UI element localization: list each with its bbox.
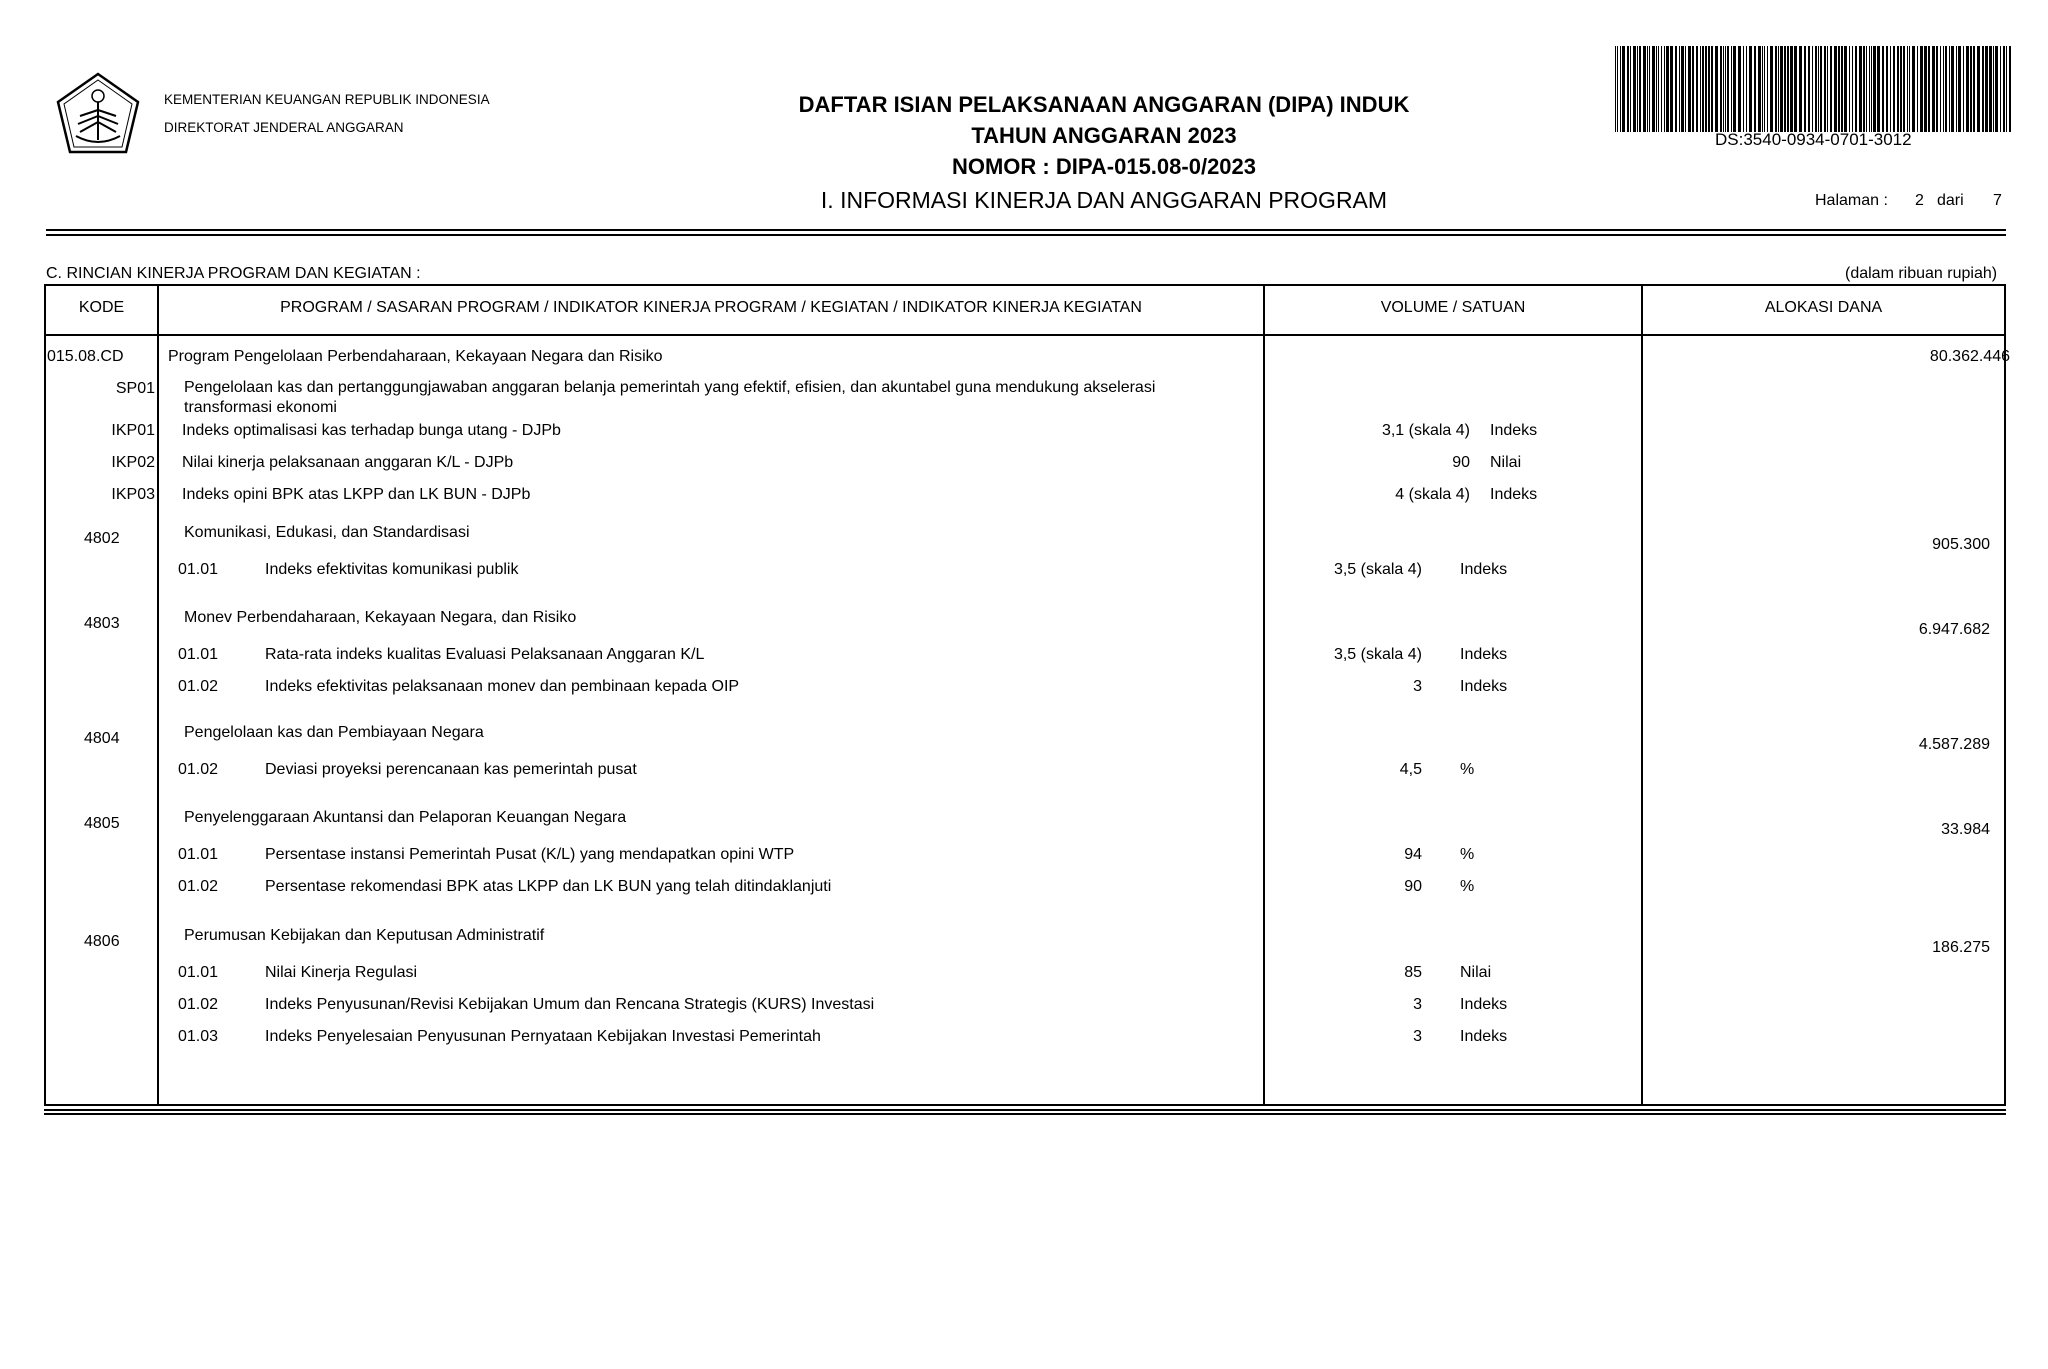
ikk-code: 01.02 (178, 678, 219, 695)
barcode-bar (1617, 46, 1618, 132)
header-divider-top (46, 229, 2006, 231)
kegiatan-code: 4805 (84, 815, 120, 832)
barcode-bar (1873, 46, 1876, 132)
ikk-volume: 85 (1404, 964, 1422, 981)
ikk-unit: Indeks (1460, 561, 1508, 578)
ikk-text: Indeks Penyusunan/Revisi Kebijakan Umum dan Rencana Strategis (KURS) Investasi (265, 996, 875, 1013)
ikk-text: Persentase instansi Pemerintah Pusat (K/L) yang mendapatkan opini WTP (265, 846, 795, 863)
barcode-bar (1818, 46, 1819, 132)
ikk-code: 01.01 (178, 846, 219, 863)
barcode-bar (1767, 46, 1768, 132)
barcode-bar (1970, 46, 1972, 132)
barcode-bar (1685, 46, 1686, 132)
barcode-bar (1715, 46, 1718, 132)
kegiatan-name: Komunikasi, Edukasi, dan Standardisasi (184, 524, 470, 541)
barcode-bar (1882, 46, 1884, 132)
ikk-unit: Indeks (1460, 678, 1508, 695)
barcode-bar (1951, 46, 1954, 132)
kegiatan-amount: 33.984 (1941, 821, 1990, 838)
barcode-bar (1863, 46, 1865, 132)
kegiatan-amount: 186.275 (1932, 939, 1990, 956)
barcode-bar (1982, 46, 1984, 132)
barcode-bar (1917, 46, 1918, 132)
ikk-text: Deviasi proyeksi perencanaan kas pemerintah pusat (265, 761, 637, 778)
ikk-code: 01.01 (178, 561, 219, 578)
ikk-code: 01.01 (178, 646, 219, 663)
barcode-bar (1652, 46, 1655, 132)
ikk-text: Indeks efektivitas komunikasi publik (265, 561, 519, 578)
ikk-volume: 3,5 (skala 4) (1333, 646, 1422, 663)
col-header-program: PROGRAM / SASARAN PROGRAM / INDIKATOR KINERJA PROGRAM / KEGIATAN / INDIKATOR KINERJA KEGIATAN (280, 299, 1142, 316)
barcode-bar (1855, 46, 1857, 132)
ikk-volume: 3 (1413, 678, 1422, 695)
barcode-bar (1897, 46, 1899, 132)
barcode-bar (1890, 46, 1891, 132)
barcode-bar (1958, 46, 1961, 132)
barcode-bar (1725, 46, 1726, 132)
barcode-bar (1834, 46, 1837, 132)
kegiatan-name: Penyelenggaraan Akuntansi dan Pelaporan Keuangan Negara (184, 809, 627, 826)
barcode-bar (1664, 46, 1665, 132)
barcode-bar (1838, 46, 1840, 132)
program-amount: 80.362.446 (1929, 348, 2010, 365)
col-header-volume: VOLUME / SATUAN (1380, 299, 1526, 316)
ikk-unit: % (1460, 761, 1475, 778)
barcode-bar (1949, 46, 1950, 132)
kegiatan-code: 4804 (84, 730, 120, 747)
barcode-bar (1820, 46, 1822, 132)
page-label: Halaman : (1815, 192, 1888, 209)
barcode-bar (1903, 46, 1905, 132)
barcode-bar (1705, 46, 1707, 132)
ikk-volume: 4,5 (1399, 761, 1422, 778)
ikk-unit: Indeks (1460, 646, 1508, 663)
section-title: I. INFORMASI KINERJA DAN ANGGARAN PROGRAM (820, 187, 1388, 213)
ikk-unit: Indeks (1460, 1028, 1508, 1045)
ikp-code: IKP01 (111, 422, 155, 439)
barcode-bar (1778, 46, 1779, 132)
page-current: 2 (1915, 192, 1924, 209)
ikp-unit: Indeks (1490, 422, 1538, 439)
section-c-title: C. RINCIAN KINERJA PROGRAM DAN KEGIATAN : (46, 265, 421, 282)
barcode (1615, 46, 2012, 132)
barcode-bar (1932, 46, 1935, 132)
barcode-bar (1643, 46, 1646, 132)
ikk-text: Nilai Kinerja Regulasi (265, 964, 418, 981)
barcode-bar (1633, 46, 1636, 132)
barcode-bar (1943, 46, 1944, 132)
barcode-bar (1849, 46, 1850, 132)
ikk-code: 01.02 (178, 761, 219, 778)
barcode-bar (1844, 46, 1847, 132)
col-header-alokasi: ALOKASI DANA (1764, 299, 1883, 316)
barcode-bar (1702, 46, 1704, 132)
barcode-bar (1733, 46, 1736, 132)
barcode-bar (1770, 46, 1773, 132)
kegiatan-name: Pengelolaan kas dan Pembiayaan Negara (184, 724, 484, 741)
barcode-bar (1877, 46, 1880, 132)
ikp-volume: 4 (skala 4) (1395, 486, 1470, 503)
barcode-bar (1708, 46, 1710, 132)
barcode-bar (1841, 46, 1843, 132)
barcode-bar (1966, 46, 1969, 132)
page-total: 7 (1993, 192, 2002, 209)
barcode-bar (1647, 46, 1648, 132)
barcode-bar (1720, 46, 1722, 132)
barcode-bar (1658, 46, 1659, 132)
col-header-kode: KODE (78, 299, 125, 316)
barcode-bar (1804, 46, 1806, 132)
ikk-unit: Indeks (1460, 996, 1508, 1013)
barcode-bar (1827, 46, 1828, 132)
barcode-bar (1620, 46, 1621, 132)
kegiatan-amount: 905.300 (1932, 536, 1990, 553)
barcode-bar (1956, 46, 1957, 132)
barcode-bar (1762, 46, 1763, 132)
barcode-bar (1758, 46, 1761, 132)
barcode-bar (1700, 46, 1701, 132)
kegiatan-code: 4806 (84, 933, 120, 950)
barcode-bar (1637, 46, 1638, 132)
kemenkeu-logo (52, 70, 144, 162)
barcode-bar (1808, 46, 1810, 132)
barcode-bar (1830, 46, 1832, 132)
ikk-volume: 3 (1413, 1028, 1422, 1045)
barcode-bar (1993, 46, 1994, 132)
barcode-bar (1985, 46, 1988, 132)
barcode-bar (1692, 46, 1694, 132)
barcode-bar (1989, 46, 1992, 132)
barcode-bar (1681, 46, 1684, 132)
kegiatan-name: Monev Perbendaharaan, Kekayaan Negara, dan Risiko (184, 609, 577, 626)
kegiatan-amount: 6.947.682 (1918, 621, 1990, 638)
barcode-bar (1787, 46, 1789, 132)
ikk-volume: 90 (1404, 878, 1422, 895)
barcode-bar (1963, 46, 1964, 132)
ikk-unit: Nilai (1460, 964, 1492, 981)
ikp-code: IKP02 (111, 454, 155, 471)
ikp-text: Indeks opini BPK atas LKPP dan LK BUN - DJPb (182, 486, 531, 503)
barcode-bar (1869, 46, 1870, 132)
barcode-bar (1731, 46, 1732, 132)
ikp-volume: 3,1 (skala 4) (1381, 422, 1470, 439)
barcode-bar (1723, 46, 1724, 132)
barcode-bar (1649, 46, 1650, 132)
barcode-bar (1775, 46, 1777, 132)
barcode-bar (2006, 46, 2007, 132)
barcode-bar (1977, 46, 1980, 132)
barcode-bar (1790, 46, 1793, 132)
barcode-bar (1675, 46, 1677, 132)
barcode-bar (2000, 46, 2001, 132)
ikk-text: Persentase rekomendasi BPK atas LKPP dan LK BUN yang telah ditindaklanjuti (265, 878, 832, 895)
page-of: dari (1937, 192, 1964, 209)
sasaran-line-1: Pengelolaan kas dan pertanggungjawaban anggaran belanja pemerintah yang efektif, efisien, dan akuntabel guna mendukung akselerasi (184, 379, 1156, 396)
barcode-bar (1859, 46, 1862, 132)
ikk-code: 01.02 (178, 996, 219, 1013)
barcode-bar (1754, 46, 1756, 132)
barcode-bar (1688, 46, 1691, 132)
barcode-bar (1799, 46, 1802, 132)
barcode-bar (1630, 46, 1631, 132)
kegiatan-name: Perumusan Kebijakan dan Keputusan Administratif (184, 927, 545, 944)
program-name: Program Pengelolaan Perbendaharaan, Kekayaan Negara dan Risiko (168, 348, 663, 365)
barcode-bar (1871, 46, 1872, 132)
barcode-bar (1812, 46, 1813, 132)
barcode-bar (1670, 46, 1673, 132)
barcode-bar (1661, 46, 1662, 132)
barcode-bar (1764, 46, 1765, 132)
barcode-text: DS:3540-0934-0701-3012 (1715, 130, 1912, 149)
ikk-unit: % (1460, 878, 1475, 895)
ikp-code: IKP03 (111, 486, 155, 503)
barcode-bar (2009, 46, 2011, 132)
barcode-bar (1622, 46, 1625, 132)
ikk-code: 01.02 (178, 878, 219, 895)
barcode-bar (2003, 46, 2005, 132)
unit-note: (dalam ribuan rupiah) (1845, 265, 1998, 282)
barcode-bar (1893, 46, 1895, 132)
ikk-unit: % (1460, 846, 1475, 863)
ikk-volume: 3 (1413, 996, 1422, 1013)
barcode-bar (1866, 46, 1867, 132)
barcode-bar (1907, 46, 1908, 132)
barcode-bar (1627, 46, 1629, 132)
barcode-bar (1928, 46, 1930, 132)
ikk-volume: 3,5 (skala 4) (1333, 561, 1422, 578)
kegiatan-code: 4802 (84, 530, 120, 547)
barcode-bar (1940, 46, 1941, 132)
barcode-bar (1794, 46, 1797, 132)
ikp-volume: 90 (1452, 454, 1470, 471)
ikk-code: 01.01 (178, 964, 219, 981)
barcode-bar (1666, 46, 1669, 132)
barcode-bar (1815, 46, 1817, 132)
dipa-number: NOMOR : DIPA-015.08-0/2023 (951, 154, 1257, 179)
barcode-bar (1920, 46, 1923, 132)
barcode-bar (1945, 46, 1947, 132)
kegiatan-amount: 4.587.289 (1918, 736, 1990, 753)
ikp-unit: Nilai (1490, 454, 1522, 471)
ikk-volume: 94 (1404, 846, 1422, 863)
barcode-bar (1973, 46, 1975, 132)
barcode-bar (1852, 46, 1853, 132)
barcode-bar (1639, 46, 1641, 132)
barcode-bar (1886, 46, 1888, 132)
barcode-bar (1656, 46, 1657, 132)
barcode-bar (1743, 46, 1744, 132)
barcode-bar (1746, 46, 1747, 132)
barcode-bar (1711, 46, 1713, 132)
sasaran-line-2: transformasi ekonomi (184, 399, 337, 416)
ministry-name: KEMENTERIAN KEUANGAN REPUBLIK INDONESIA (164, 92, 490, 107)
barcode-bar (1995, 46, 1998, 132)
ikk-code: 01.03 (178, 1028, 219, 1045)
barcode-bar (1679, 46, 1680, 132)
barcode-bar (1784, 46, 1786, 132)
barcode-bar (1696, 46, 1698, 132)
ikk-text: Indeks Penyelesaian Penyusunan Pernyataan Kebijakan Investasi Pemerintah (265, 1028, 821, 1045)
barcode-bar (1912, 46, 1915, 132)
header-divider-bottom (46, 234, 2006, 236)
ikk-text: Indeks efektivitas pelaksanaan monev dan pembinaan kepada OIP (265, 678, 740, 695)
ikk-text: Rata-rata indeks kualitas Evaluasi Pelaksanaan Anggaran K/L (265, 646, 705, 663)
barcode-bar (1924, 46, 1927, 132)
barcode-bar (1615, 46, 1616, 132)
fiscal-year: TAHUN ANGGARAN 2023 (971, 123, 1237, 148)
barcode-bar (1909, 46, 1910, 132)
ikp-text: Nilai kinerja pelaksanaan anggaran K/L - DJPb (182, 454, 514, 471)
ikp-unit: Indeks (1490, 486, 1538, 503)
barcode-bar (1936, 46, 1938, 132)
sasaran-code: SP01 (115, 380, 155, 397)
ikp-text: Indeks optimalisasi kas terhadap bunga utang - DJPb (182, 422, 561, 439)
document-title: DAFTAR ISIAN PELAKSANAAN ANGGARAN (DIPA) INDUK (798, 92, 1410, 117)
barcode-bar (1738, 46, 1741, 132)
barcode-bar (1780, 46, 1783, 132)
barcode-bar (1749, 46, 1752, 132)
kegiatan-code: 4803 (84, 615, 120, 632)
program-code: 015.08.CD (47, 348, 124, 365)
barcode-bar (1824, 46, 1826, 132)
barcode-bar (1900, 46, 1902, 132)
barcode-bar (1727, 46, 1729, 132)
directorate-name: DIREKTORAT JENDERAL ANGGARAN (164, 120, 404, 135)
